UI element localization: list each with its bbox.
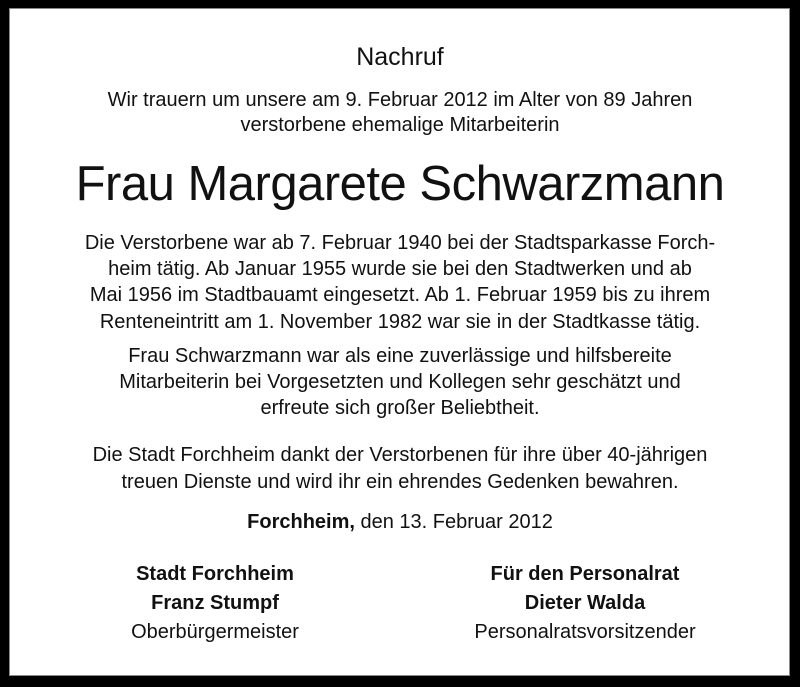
heading: Nachruf xyxy=(356,43,444,71)
signature-org: Für den Personalrat xyxy=(490,563,680,585)
signature-right xyxy=(405,560,765,647)
signature-role: Personalratsvorsitzender xyxy=(474,621,696,643)
paragraph-line: Die Verstorbene war ab 7. Februar 1940 bei der Stadtsparkasse Forch- xyxy=(84,232,716,254)
signature-person: Dieter Walda xyxy=(524,592,646,614)
intro-line: Wir trauern um unsere am 9. Februar 2012 im Alter von 89 Jahren xyxy=(107,89,693,111)
place: Forchheim, xyxy=(247,511,355,533)
place-date xyxy=(0,510,800,534)
signature-left xyxy=(35,560,395,647)
signature-person: Franz Stumpf xyxy=(151,592,279,614)
paragraph-line: Frau Schwarzmann war als eine zuverlässige und hilfsbereite xyxy=(128,345,672,367)
paragraph-line: heim tätig. Ab Januar 1955 wurde sie bei den Stadtwerken und ab xyxy=(108,258,692,280)
paragraph-line: Mai 1956 im Stadtbauamt eingesetzt. Ab 1. Februar 1959 bis zu ihrem xyxy=(89,284,711,306)
date: den 13. Februar 2012 xyxy=(354,511,553,533)
paragraph-line: Mitarbeiterin bei Vorgesetzten und Kollegen sehr geschätzt und xyxy=(119,371,681,393)
paragraph-line: Renteneintritt am 1. November 1982 war sie in der Stadtkasse tätig. xyxy=(99,311,701,333)
intro-line: verstorbene ehemalige Mitarbeiterin xyxy=(240,114,560,136)
deceased-name: Frau Margarete Schwarzmann xyxy=(75,157,725,211)
signature-org: Stadt Forchheim xyxy=(136,563,294,585)
signature-role: Oberbürgermeister xyxy=(131,621,299,643)
paragraph-line: Die Stadt Forchheim dankt der Verstorbenen für ihre über 40-jährigen xyxy=(92,444,708,466)
paragraph-line: treuen Dienste und wird ihr ein ehrendes Gedenken bewahren. xyxy=(121,471,679,493)
paragraph-line: erfreute sich großer Beliebtheit. xyxy=(260,397,540,419)
